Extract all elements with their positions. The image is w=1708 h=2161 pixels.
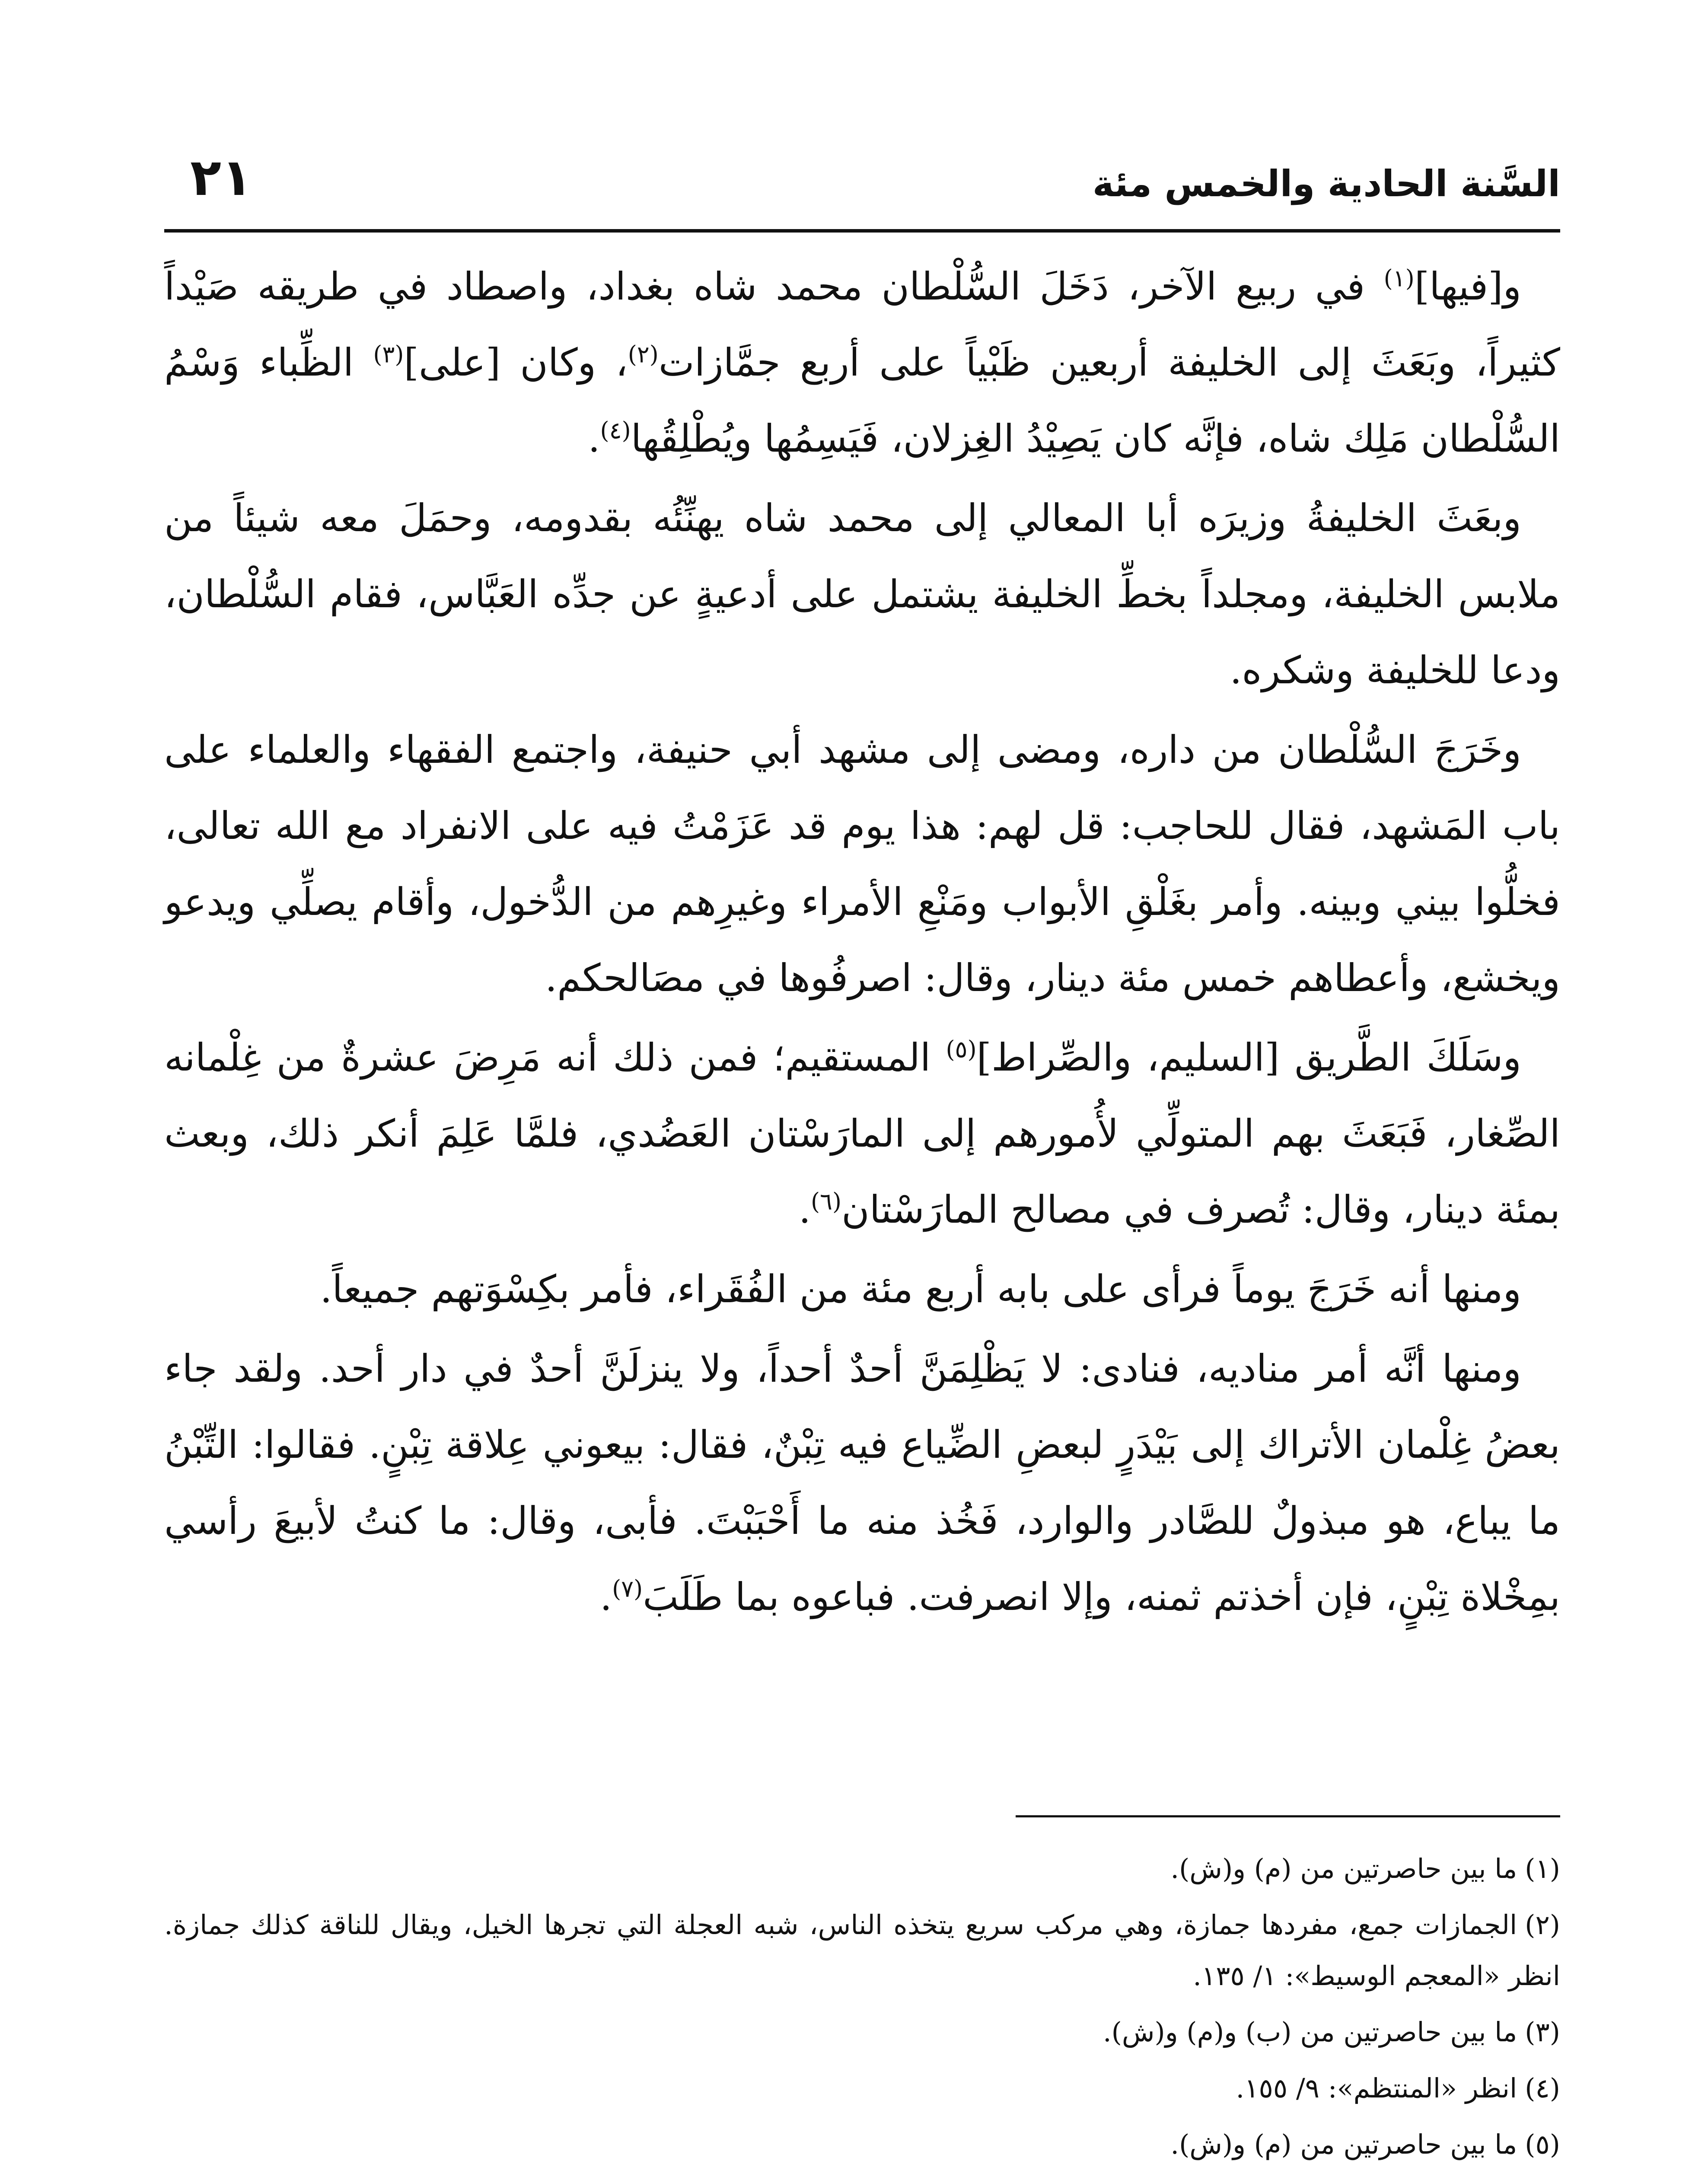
footnote-ref: (١) xyxy=(1383,265,1415,292)
text-run: وخَرَجَ السُّلْطان من داره، ومضى إلى مشهد أبي حنيفة، واجتمع الفقهاء والعلماء على باب المَشهد، فقال للحاجب: قل لهم: هذا يوم قد عَزَمْتُ فيه على الانفراد مع الله تعالى، فخلُّوا بيني وبينه. وأمر بغَلْقِ الأبواب ومَنْعِ الأمراء وغيرِهم من الدُّخول، وأقام يصلِّي ويدعو ويخشع، وأعطاهم خمس مئة دينار، وقال: اصرفُوها في مصَالحكم. xyxy=(164,727,1560,1000)
text-run: . xyxy=(798,1187,811,1232)
footnote xyxy=(164,1843,1560,1894)
text-run: و[فيها] xyxy=(1414,264,1521,309)
text-run: الظِّباء وَسْمُ السُّلْطان مَلِك شاه، فإنَّه كان يَصِيْدُ الغِزلان، فَيَسِمُها ويُطْلِقُها xyxy=(164,340,1560,461)
page-header xyxy=(164,143,1560,229)
footnote-number: (٤) xyxy=(1525,2072,1560,2104)
paragraph xyxy=(164,1331,1560,1635)
paragraph xyxy=(164,480,1560,708)
footnote xyxy=(164,1900,1560,2002)
footnote-ref: (٦) xyxy=(810,1188,842,1215)
text-run: . xyxy=(588,416,600,461)
paragraph xyxy=(164,1020,1560,1248)
footnote-text: انظر «المنتظم»: ٩/ ١٥٥. xyxy=(1236,2072,1517,2104)
footnote xyxy=(164,2063,1560,2114)
footnote-text: الجمازات جمع، مفردها جمازة، وهي مركب سريع يتخذه الناس، شبه العجلة التي تجرها الخيل، ويقال للناقة كذلك جمازة. انظر «المعجم الوسيط»: ١/ ١٣٥. xyxy=(164,1909,1560,1992)
footnotes xyxy=(164,1843,1560,2161)
text-run: في ربيع الآخر، دَخَلَ السُّلْطان محمد شاه بغداد، واصطاد في طريقه صَيْداً كثيراً، وبَعَثَ إلى الخليفة أربعين ظَبْياً على أربع جمَّازات xyxy=(164,264,1560,385)
footnote-ref: (٤) xyxy=(600,417,631,444)
footnote-ref: (٣) xyxy=(373,341,404,368)
paragraph xyxy=(164,1251,1560,1327)
paragraph xyxy=(164,249,1560,477)
footnote-number: (١) xyxy=(1525,1853,1560,1884)
text-run: وبعَثَ الخليفةُ وزيرَه أبا المعالي إلى محمد شاه يهنِّئُه بقدومه، وحمَلَ معه شيئاً من ملابس الخليفة، ومجلداً بخطِّ الخليفة يشتمل على أدعيةٍ عن جدِّه العَبَّاس، فقام السُّلْطان، ودعا للخليفة وشكره. xyxy=(164,496,1560,692)
footnote-ref: (٢) xyxy=(628,341,659,368)
footnote-number: (٢) xyxy=(1525,1909,1560,1941)
footnote-number: (٣) xyxy=(1525,2016,1560,2048)
text-run: وسَلَكَ الطَّريق [السليم، والصِّراط] xyxy=(976,1035,1521,1080)
paragraph xyxy=(164,712,1560,1016)
footnote-number: (٥) xyxy=(1525,2129,1560,2160)
footnote-ref: (٥) xyxy=(946,1036,977,1063)
footnote-text: ما بين حاصرتين من (ب) و(م) و(ش). xyxy=(1103,2016,1517,2048)
footnote xyxy=(164,2119,1560,2161)
footnote xyxy=(164,2007,1560,2058)
footnote-text: ما بين حاصرتين من (م) و(ش). xyxy=(1170,1853,1517,1884)
footnote-ref: (٧) xyxy=(612,1575,643,1603)
page-number: ٢١ xyxy=(190,147,253,207)
header-rule xyxy=(164,229,1560,233)
running-title: السَّنة الحادية والخمس مئة xyxy=(1092,163,1560,205)
footnote-text: ما بين حاصرتين من (م) و(ش). xyxy=(1170,2129,1517,2160)
text-run: ، وكان [على] xyxy=(404,340,628,385)
main-text xyxy=(164,249,1560,1638)
footnote-separator xyxy=(1016,1815,1560,1817)
text-run: . xyxy=(600,1575,612,1619)
text-run: المستقيم؛ فمن ذلك أنه مَرِضَ عشرةٌ من غِلْمانه الصِّغار، فَبَعَثَ بهم المتولِّي لأُمورهم إلى المارَسْتان العَضُدي، فلمَّا عَلِمَ أنكر ذلك، وبعث بمئة دينار، وقال: تُصرف في مصالح المارَسْتان xyxy=(164,1035,1560,1232)
text-run: ومنها أنَّه أمر مناديه، فنادى: لا يَظْلِمَنَّ أحدٌ أحداً، ولا ينزلَنَّ أحدٌ في دار أحد. ولقد جاء بعضُ غِلْمان الأتراك إلى بَيْدَرٍ لبعضِ الضِّياع فيه تِبْنٌ، فقال: بيعوني عِلاقة تِبْنٍ. فقالوا: التِّبْنُ ما يباع، هو مبذولٌ للصَّادر والوارد، فَخُذ منه ما أَحْبَبْتَ. فأبى، وقال: ما كنتُ لأبيعَ رأسي بمِخْلاة تِبْنٍ، فإن أخذتم ثمنه، وإلا انصرفت. فباعوه بما طَلَبَ xyxy=(164,1346,1560,1619)
text-run: ومنها أنه خَرَجَ يوماً فرأى على بابه أربع مئة من الفُقَراء، فأمر بكِسْوَتهم جميعاً. xyxy=(320,1267,1521,1311)
